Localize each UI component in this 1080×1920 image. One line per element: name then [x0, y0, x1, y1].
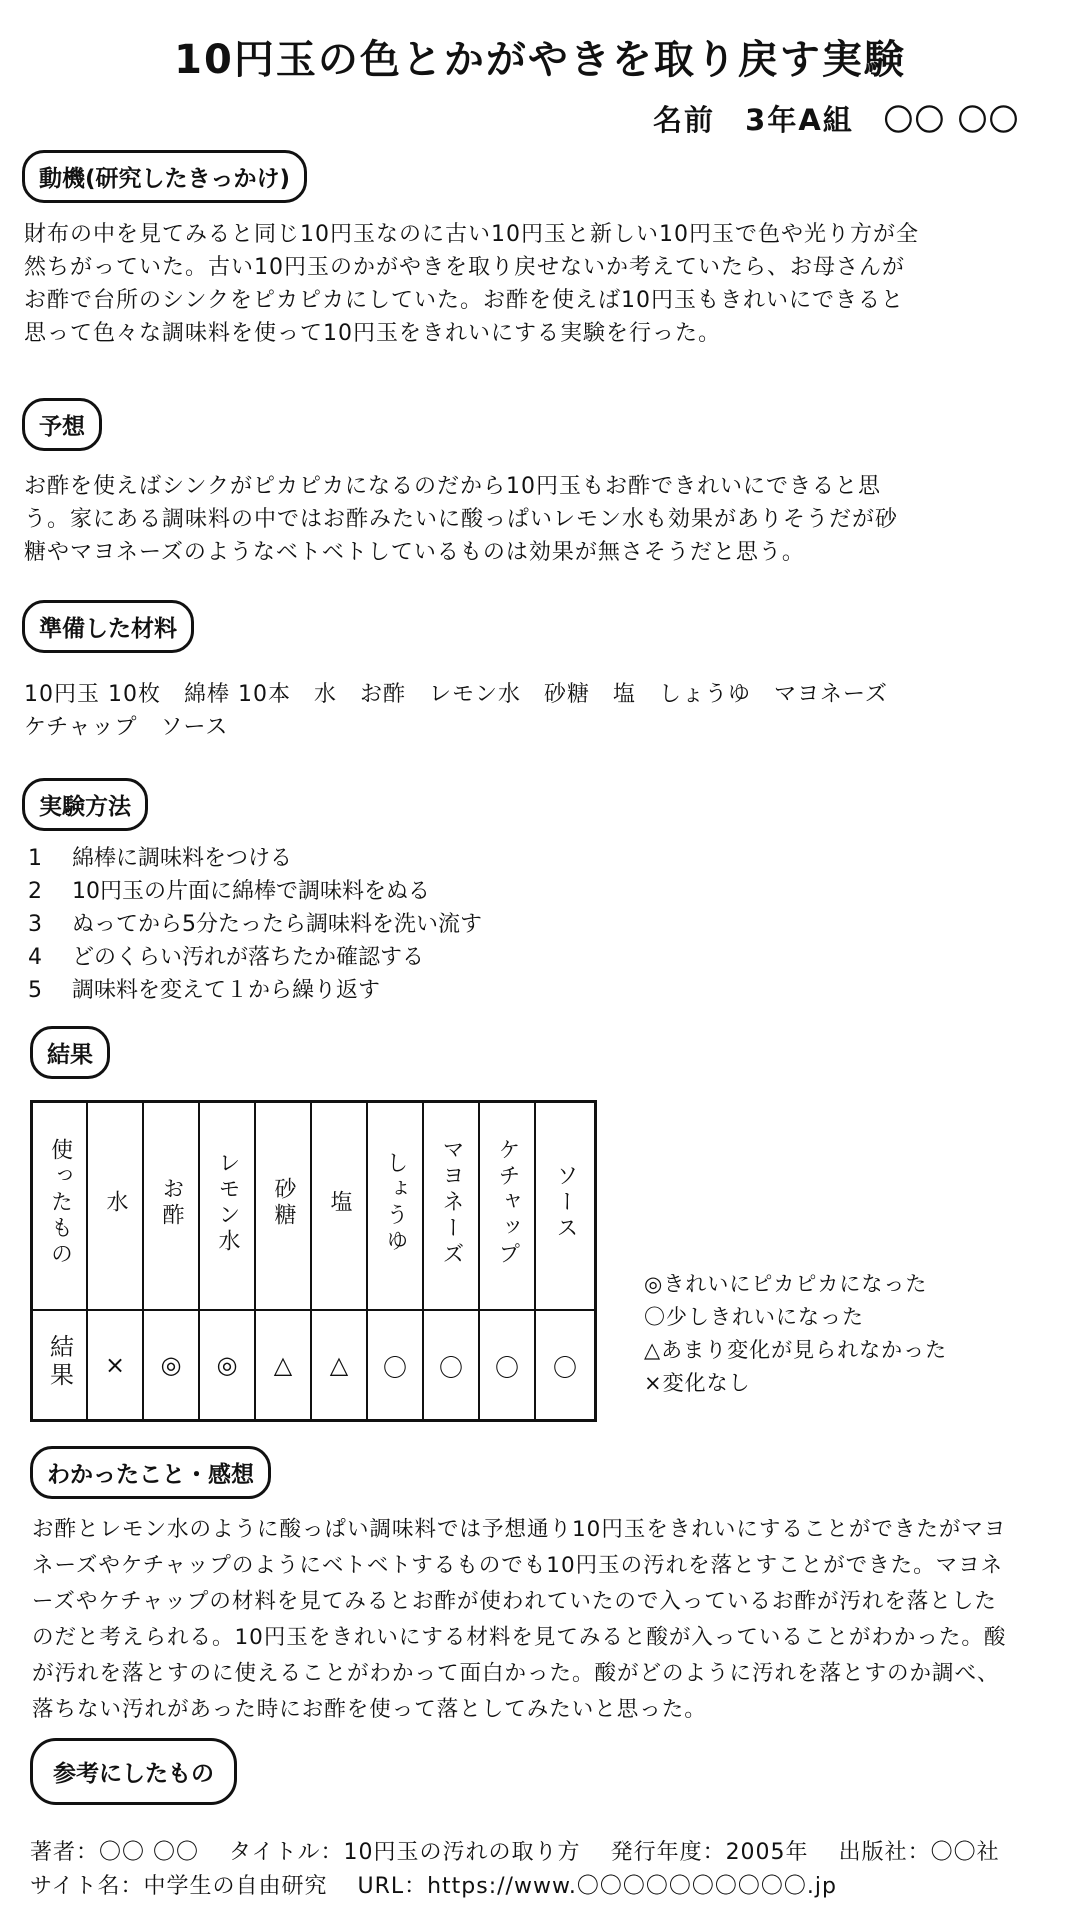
findings-line: ネーズやケチャップのようにベトベトするものでも10円玉の汚れを落とすことができた。マヨネ — [32, 1553, 1004, 1578]
ref-url: URL：https://www.〇〇〇〇〇〇〇〇〇〇.jp — [357, 1874, 837, 1899]
page-title: 10円玉の色とかがやきを取り戻す実験 — [174, 37, 906, 83]
table-cell-item: レモン水 — [199, 1102, 255, 1311]
method-step — [28, 908, 482, 941]
table-cell-result: ◎ — [143, 1310, 199, 1421]
row-header-used: 使ったもの — [32, 1102, 88, 1311]
step-text: ぬってから5分たったら調味料を洗い流す — [72, 912, 482, 937]
table-cell-result: △ — [255, 1310, 311, 1421]
results-table — [30, 1100, 597, 1422]
table-cell-item: ソース — [535, 1102, 596, 1311]
method-step — [28, 875, 482, 908]
hypothesis-line: お酢を使えばシンクがピカピカになるのだから10円玉もお酢できれいにできると思 — [24, 474, 882, 499]
references-text — [30, 1836, 1022, 1904]
table-cell-result: △ — [311, 1310, 367, 1421]
motivation-heading: 動機(研究したきっかけ) — [22, 150, 307, 203]
hypothesis-line: う。家にある調味料の中ではお酢みたいに酸っぱいレモン水も効果がありそうだが砂 — [24, 507, 899, 532]
method-step — [28, 974, 482, 1007]
table-cell-item: お酢 — [143, 1102, 199, 1311]
step-number: 4 — [28, 945, 42, 970]
results-legend — [644, 1268, 947, 1400]
row-header-result: 結果 — [32, 1310, 88, 1421]
findings-heading: わかったこと・感想 — [30, 1446, 271, 1499]
findings-line: 落ちない汚れがあった時にお酢を使って落としてみたいと思った。 — [32, 1697, 707, 1722]
hypothesis-text — [24, 470, 898, 569]
student-name: 〇〇 〇〇 — [883, 103, 1020, 137]
step-number: 1 — [28, 846, 42, 871]
method-heading: 実験方法 — [22, 778, 148, 831]
findings-text — [32, 1512, 1006, 1728]
motivation-line: 思って色々な調味料を使って10円玉をきれいにする実験を行った。 — [24, 321, 721, 346]
step-number: 3 — [28, 912, 42, 937]
references-line-book — [30, 1836, 1022, 1870]
student-name-line — [635, 98, 1020, 139]
findings-line: が汚れを落とすのに使えることがわかって面白かった。酸がどのように汚れを落とすのか調べ、 — [32, 1661, 1000, 1686]
ref-year: 発行年度：2005年 — [610, 1840, 809, 1865]
materials-heading: 準備した材料 — [22, 600, 194, 653]
results-heading: 結果 — [30, 1026, 110, 1079]
table-row-result — [32, 1310, 596, 1421]
motivation-line: 然ちがっていた。古い10円玉のかがやきを取り戻せないか考えていたら、お母さんが — [24, 255, 905, 280]
references-line-site — [30, 1870, 1022, 1904]
step-number: 5 — [28, 978, 42, 1003]
table-row-used — [32, 1102, 596, 1311]
table-cell-result: 〇 — [479, 1310, 535, 1421]
ref-site-name: サイト名：中学生の自由研究 — [30, 1874, 328, 1899]
ref-title: タイトル：10円玉の汚れの取り方 — [229, 1840, 581, 1865]
materials-line: 10円玉 10枚 綿棒 10本 水 お酢 レモン水 砂糖 塩 しょうゆ マヨネーズ — [24, 682, 888, 707]
class-label: 3年A組 — [745, 103, 854, 137]
table-cell-result: 〇 — [535, 1310, 596, 1421]
findings-line: のだと考えられる。10円玉をきれいにする材料を見てみると酸が入っていることがわかった。酸 — [32, 1625, 1007, 1650]
table-cell-item: 塩 — [311, 1102, 367, 1311]
motivation-line: お酢で台所のシンクをピカピカにしていた。お酢を使えば10円玉もきれいにできると — [24, 288, 905, 313]
step-text: 綿棒に調味料をつける — [72, 846, 293, 871]
step-text: 10円玉の片面に綿棒で調味料をぬる — [72, 879, 430, 904]
table-cell-item: しょうゆ — [367, 1102, 423, 1311]
motivation-text — [24, 218, 919, 350]
table-cell-result: 〇 — [367, 1310, 423, 1421]
legend-item: ◎きれいにピカピカになった — [644, 1272, 928, 1296]
method-step — [28, 842, 482, 875]
materials-line: ケチャップ ソース — [24, 715, 229, 740]
table-cell-item: ケチャップ — [479, 1102, 535, 1311]
motivation-line: 財布の中を見てみると同じ10円玉なのに古い10円玉と新しい10円玉で色や光り方が全 — [24, 222, 919, 247]
legend-item: △あまり変化が見られなかった — [644, 1338, 948, 1362]
hypothesis-line: 糖やマヨネーズのようなベトベトしているものは効果が無さそうだと思う。 — [24, 540, 805, 565]
findings-line: ーズやケチャップの材料を見てみるとお酢が使われていたので入っているお酢が汚れを落とした — [32, 1589, 997, 1614]
method-step — [28, 941, 482, 974]
legend-item: 〇少しきれいになった — [644, 1305, 864, 1329]
table-cell-item: 水 — [87, 1102, 143, 1311]
step-text: 調味料を変えて１から繰り返す — [72, 978, 381, 1003]
legend-item: ×変化なし — [644, 1371, 751, 1395]
name-label: 名前 — [653, 103, 716, 137]
ref-author: 著者：〇〇 〇〇 — [30, 1840, 199, 1865]
table-cell-result: × — [87, 1310, 143, 1421]
step-number: 2 — [28, 879, 42, 904]
table-cell-result: 〇 — [423, 1310, 479, 1421]
references-heading: 参考にしたもの — [30, 1738, 237, 1805]
ref-publisher: 出版社：〇〇社 — [838, 1840, 1000, 1865]
method-steps — [28, 842, 482, 1007]
step-text: どのくらい汚れが落ちたか確認する — [72, 945, 425, 970]
table-cell-item: 砂糖 — [255, 1102, 311, 1311]
findings-line: お酢とレモン水のように酸っぱい調味料では予想通り10円玉をきれいにすることができたがマヨ — [32, 1517, 1007, 1542]
table-cell-item: マヨネーズ — [423, 1102, 479, 1311]
materials-text — [24, 678, 888, 744]
hypothesis-heading: 予想 — [22, 398, 102, 451]
table-cell-result: ◎ — [199, 1310, 255, 1421]
